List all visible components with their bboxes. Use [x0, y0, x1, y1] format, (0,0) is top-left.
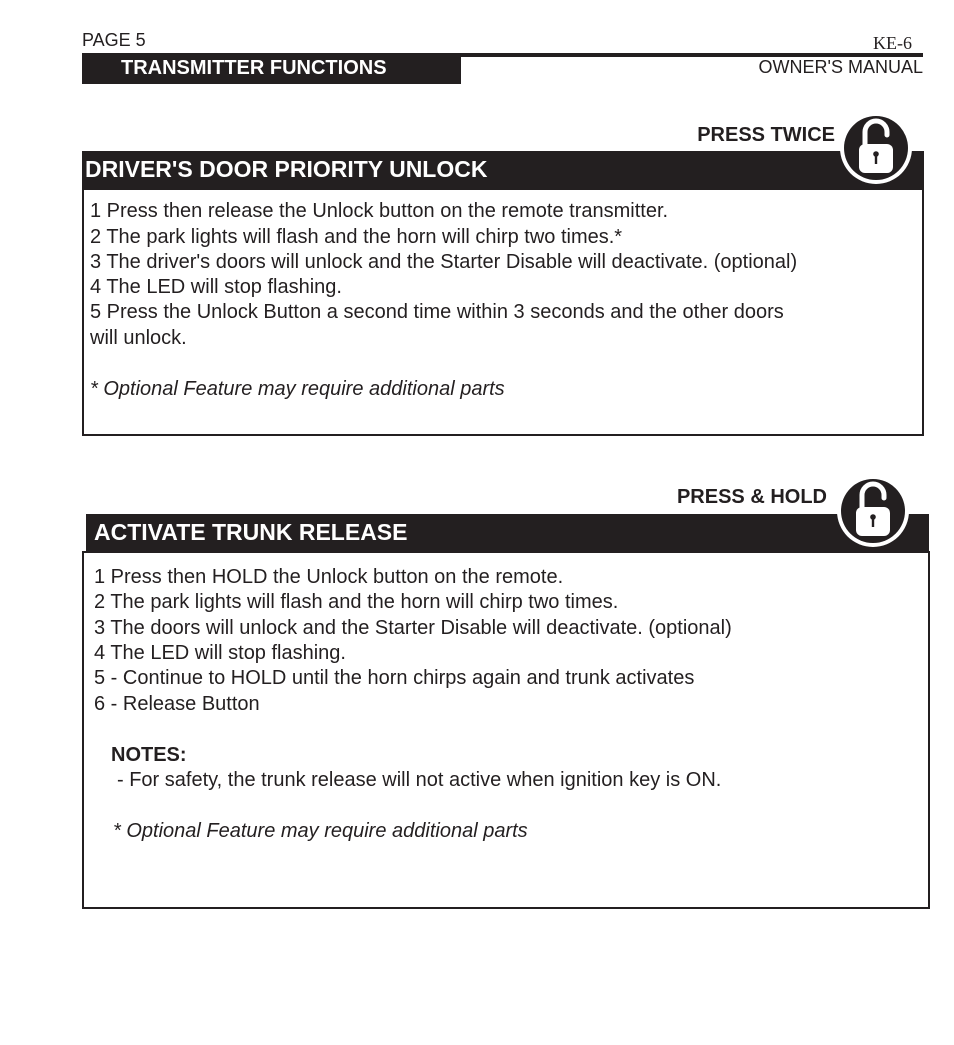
note-line: - For safety, the trunk release will not active when ignition key is ON. [117, 769, 722, 791]
press-twice-label: PRESS TWICE [697, 124, 835, 146]
step-line: 5 Press the Unlock Button a second time within 3 seconds and the other doors [90, 301, 784, 323]
notes-heading: NOTES: [111, 744, 187, 766]
manual-label: OWNER'S MANUAL [758, 57, 923, 77]
page-number: PAGE 5 [82, 30, 146, 50]
step-line: 3 The driver's doors will unlock and the Starter Disable will deactivate. (optional) [90, 251, 798, 273]
step-line: 1 Press then release the Unlock button on the remote transmitter. [90, 200, 669, 222]
step-line: 4 The LED will stop flashing. [94, 642, 346, 664]
step-line: 6 - Release Button [94, 693, 260, 715]
step-line: 1 Press then HOLD the Unlock button on the remote. [94, 566, 564, 588]
footnote: * Optional Feature may require additional parts [90, 378, 505, 400]
unlock-icon [838, 110, 914, 186]
section-banner: TRANSMITTER FUNCTIONS [82, 53, 461, 84]
step-line: will unlock. [90, 327, 187, 349]
step-line: 5 - Continue to HOLD until the horn chirps again and trunk activates [94, 667, 695, 689]
step-line: 3 The doors will unlock and the Starter Disable will deactivate. (optional) [94, 617, 732, 639]
step-line: 2 The park lights will flash and the horn will chirp two times. [94, 591, 619, 613]
section-title-trunk-release: ACTIVATE TRUNK RELEASE [86, 514, 929, 551]
press-hold-label: PRESS & HOLD [676, 486, 827, 508]
model-number: KE-6 [873, 33, 912, 53]
step-line: 2 The park lights will flash and the horn will chirp two times.* [90, 226, 623, 248]
step-line: 4 The LED will stop flashing. [90, 276, 342, 298]
unlock-icon [835, 473, 911, 549]
section-title-driver-unlock: DRIVER'S DOOR PRIORITY UNLOCK [82, 151, 924, 188]
footnote: * Optional Feature may require additional parts [113, 820, 528, 842]
